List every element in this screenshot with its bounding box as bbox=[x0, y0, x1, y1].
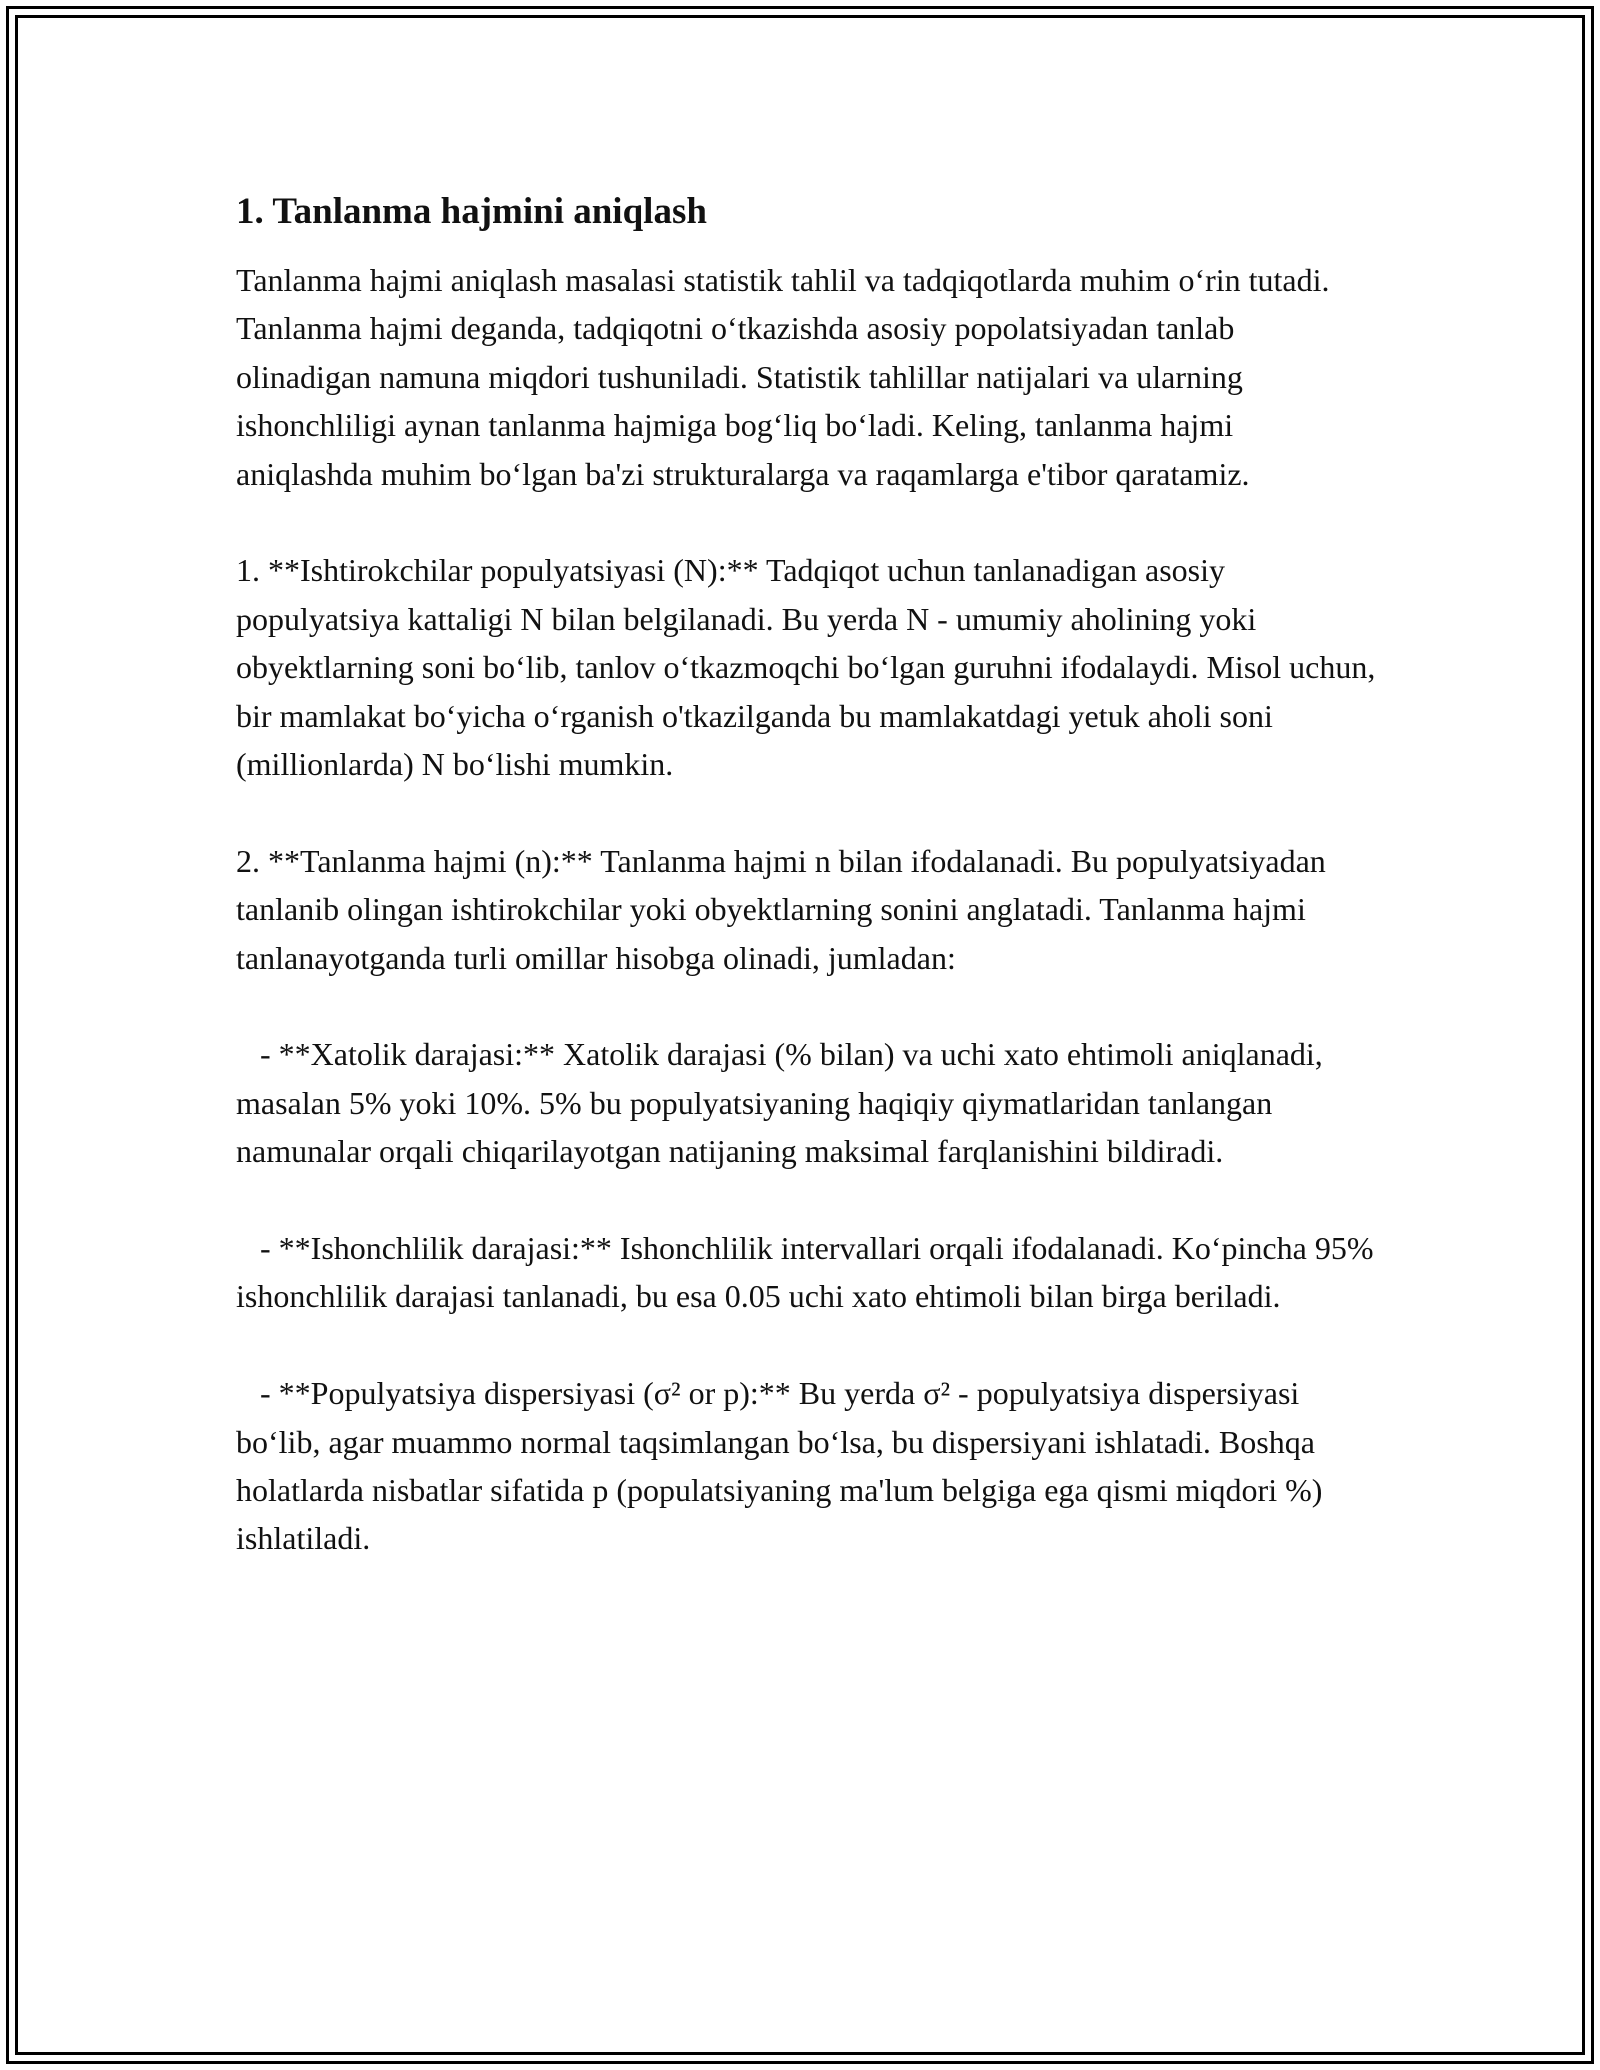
sample-size-paragraph: 2. **Tanlanma hajmi (n):** Tanlanma hajmi n bilan ifodalanadi. Bu populyatsiyadan tanlanib olingan ishtirokchilar yoki obyektlarning sonini anglatadi. Tanlanma hajmi tanlanayotganda turli omillar hisobga olinadi, jumladan: bbox=[236, 842, 1334, 976]
document-body bbox=[236, 188, 1384, 1611]
confidence-level-paragraph: - **Ishonchlilik darajasi:** Ishonchlilik intervallari orqali ifodalanadi. Ko‘pincha 95% ishonchlilik darajasi tanlanadi, bu esa 0.05 uchi xato ehtimoli bilan birga beriladi. bbox=[236, 1230, 1382, 1315]
dispersion-paragraph: - **Populyatsiya dispersiyasi (σ² or p):** Bu yerda σ² - populyatsiya dispersiyasi bo‘lib, agar muammo normal taqsimlangan bo‘lsa, bu dispersiyani ishlatadi. Boshqa holatlarda nisbatlar sifatida p (populatsiyaning ma'lum belgiga ega qismi miqdori %) ishlatiladi. bbox=[236, 1375, 1331, 1557]
intro-paragraph: Tanlanma hajmi aniqlash masalasi statistik tahlil va tadqiqotlarda muhim o‘rin tutadi. Tanlanma hajmi deganda, tadqiqotni o‘tkazishda asosiy popolatsiyadan tanlab olinadigan namuna miqdori tushuniladi. Statistik tahlillar natijalari va ularning ishonchliligi aynan tanlanma hajmiga bog‘liq bo‘ladi. Keling, tanlanma hajmi aniqlashda muhim bo‘lgan ba'zi strukturalarga va raqamlarga e'tibor qaratamiz. bbox=[236, 262, 1337, 492]
population-paragraph: 1. **Ishtirokchilar populyatsiyasi (N):** Tadqiqot uchun tanlanadigan asosiy populyatsiya kattaligi N bilan belgilanadi. Bu yerda N - umumiy aholining yoki obyektlarning soni bo‘lib, tanlov o‘tkazmoqchi bo‘lgan guruhni ifodalaydi. Misol uchun, bir mamlakat bo‘yicha o‘rganish o'tkazilganda bu mamlakatdagi yetuk aholi soni (millionlarda) N bo‘lishi mumkin. bbox=[236, 552, 1384, 783]
section-heading: 1. Tanlanma hajmini aniqlash bbox=[236, 191, 707, 232]
error-level-paragraph: - **Xatolik darajasi:** Xatolik darajasi (% bilan) va uchi xato ehtimoli aniqlanadi, masalan 5% yoki 10%. 5% bu populyatsiyaning haqiqiy qiymatlaridan tanlangan namunalar orqali chiqarilayotgan natijaning maksimal farqlanishini bildiradi. bbox=[236, 1036, 1331, 1170]
